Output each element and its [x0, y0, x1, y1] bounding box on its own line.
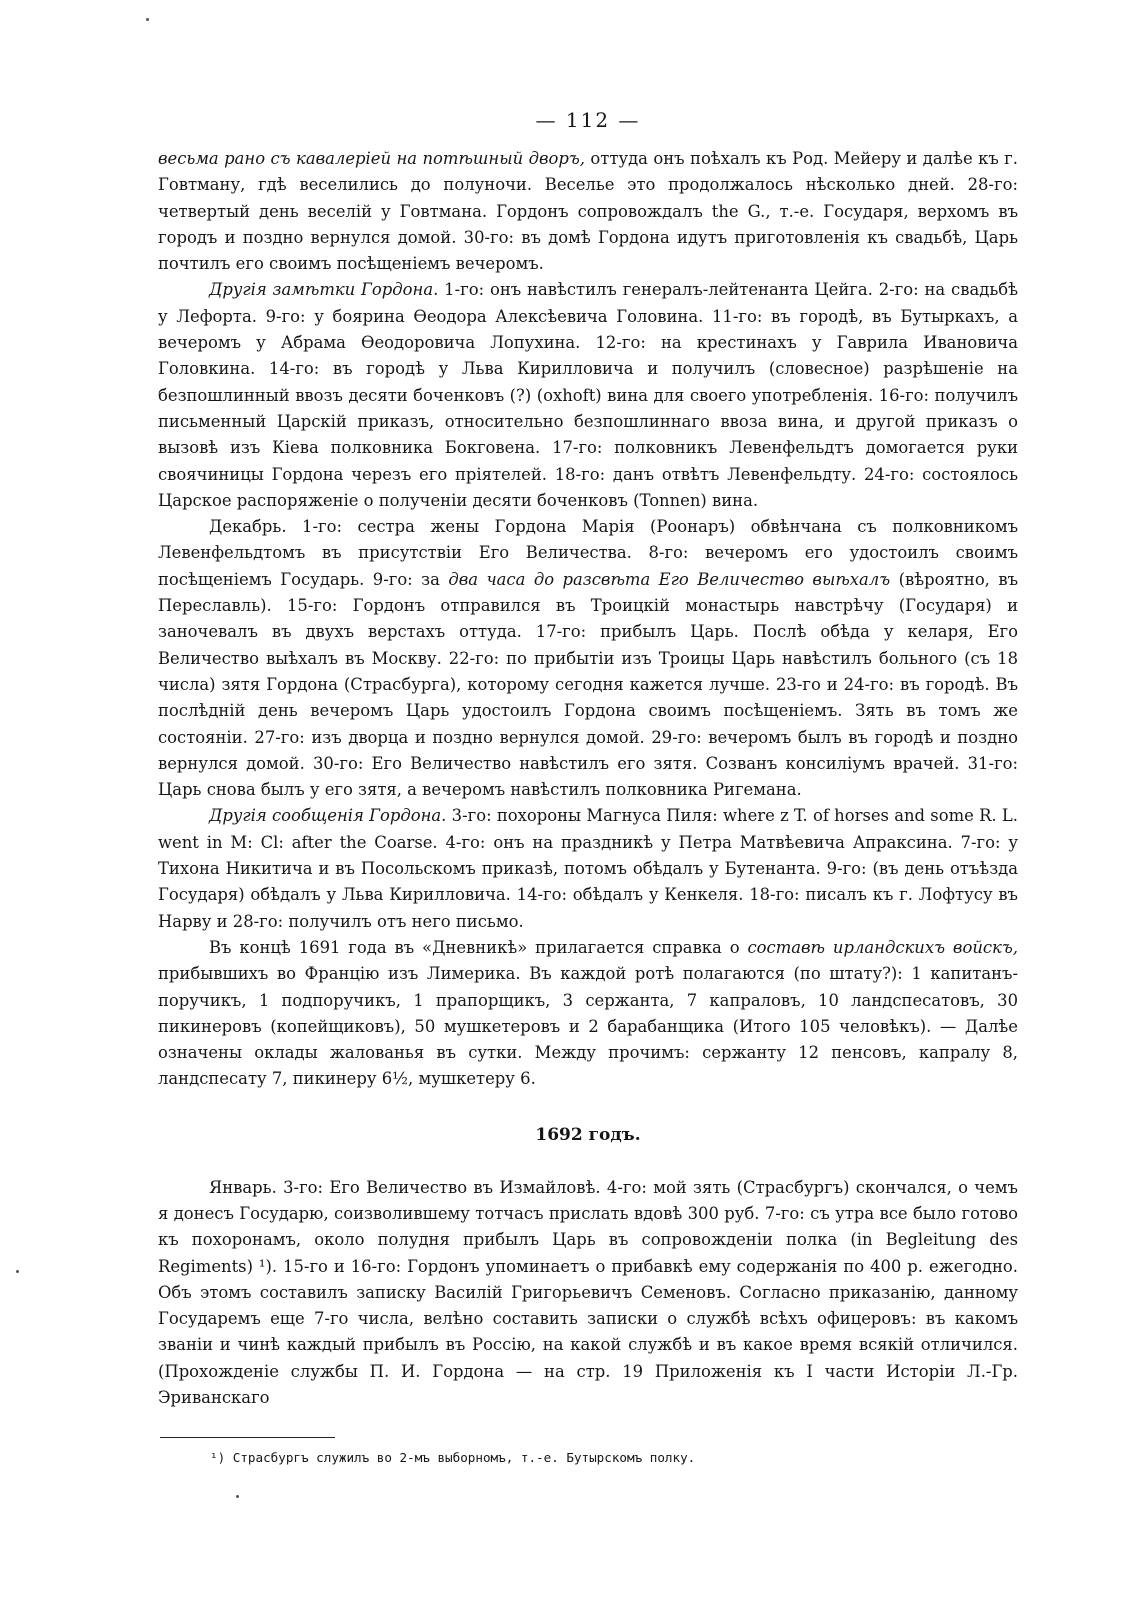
- section-heading: 1692 годъ.: [535, 1124, 641, 1145]
- scan-speck: [146, 18, 149, 21]
- section-paragraph: [158, 1175, 1018, 1412]
- text-run: Январь. 3-го: Его Величество въ Измайловѣ. 4-го: мой зять (Страсбургъ) скончался, о чемъ я донесъ Государю, соизволившему тотчасъ прислать вдовѣ 300 руб. 7-го: съ утра все было готово къ похоронамъ, около полудня прибылъ Царь въ сопровожденіи полка (in Begleitung des Regiments) ¹). 15-го и 16-го: Гордонъ упоминаетъ о прибавкѣ ему содержанія по 400 р. ежегодно. Объ этомъ составилъ записку Василій Григорьевичъ Семеновъ. Согласно приказанію, данному Государемъ еще 7-го числа, велѣно составить записки о службѣ всѣхъ офицеровъ: въ какомъ званіи и чинѣ каждый прибылъ въ Россію, на какой службѣ и въ какое время всякій отличился. (Прохожденіе службы П. И. Гордона — на стр. 19 Приложенія къ I части Исторіи Л.-Гр. Эриванскаго: [158, 1177, 1018, 1408]
- paragraph: [158, 146, 1018, 277]
- footnote: ¹) Страсбургъ служилъ во 2-мъ выборномъ, т.-е. Бутырскомъ полку.: [210, 1450, 696, 1466]
- italic-run: составѣ ирландскихъ войскъ,: [747, 937, 1018, 957]
- paragraph: [158, 277, 1018, 514]
- page-body: [158, 108, 1018, 1465]
- text-run: 3-го: похороны Магнуса Пиля: where z T. of horses and some R. L. went in M: Cl: after the Coarse. 4-го: онъ на праздникѣ у Петра Матвѣевича Апраксина. 7-го: у Тихона Никитича и въ Посольскомъ приказѣ, потомъ обѣдалъ у Бутенанта. 9-го: (въ день отъѣзда Государя) обѣдалъ у Льва Кирилловича. 14-го: обѣдалъ у Кенкеля. 18-го: писалъ къ г. Лофтусу въ Нарву и 28-го: получилъ отъ него письмо.: [158, 806, 1018, 931]
- footnote-rule: [160, 1437, 335, 1438]
- text-run: (вѣроятно, въ Переславль). 15-го: Гордонъ отправился въ Троицкій монастырь навстрѣчу (Государя) и заночевалъ въ двухъ верстахъ оттуда. 17-го: прибылъ Царь. Послѣ обѣда у келаря, Его Величество выѣхалъ въ Москву. 22-го: по прибытіи изъ Троицы Царь навѣстилъ больного (съ 18 числа) зятя Гордона (Страсбурга), которому сегодня кажется лучше. 23-го и 24-го: въ городѣ. Въ послѣдній день вечеромъ Царь удостоилъ Гордона своимъ посѣщеніемъ. Зять въ томъ же состояніи. 27-го: изъ дворца и поздно вернулся домой. 29-го: вечеромъ былъ въ городѣ и поздно вернулся домой. 30-го: Его Величество навѣстилъ его зятя. Созванъ консиліумъ врачей. 31-го: Царь снова былъ у его зятя, а вечеромъ навѣстилъ полковника Ригемана.: [158, 569, 1018, 800]
- text-run: прибывшихъ во Францію изъ Лимерика. Въ каждой ротѣ полагаются (по штату?): 1 капитанъ-поручикъ, 1 подпоручикъ, 1 прапорщикъ, 3 сержанта, 7 капраловъ, 10 ландспесатовъ, 30 пикинеровъ (копейщиковъ), 50 мушкетеровъ и 2 барабанщика (Итого 105 человѣкъ). — Далѣе означены оклады жалованья въ сутки. Между прочимъ: сержанту 12 пенсовъ, капралу 8, ландспесату 7, пикинеру 6½, мушкетеру 6.: [158, 964, 1018, 1089]
- text-run: 1-го: онъ навѣстилъ генералъ-лейтенанта Цейга. 2-го: на свадьбѣ у Лефорта. 9-го: у боярина Ѳеодора Алексѣевича Головина. 11-го: въ городѣ, въ Бутыркахъ, а вечеромъ у Абрама Ѳеодоровича Лопухина. 12-го: на крестинахъ у Гаврила Ивановича Головкина. 14-го: въ городѣ у Льва Кирилловича и получилъ (словесное) разрѣшеніе на безпошлинный ввозъ десяти боченковъ (?) (oxhoft) вина для своего употребленія. 16-го: получилъ письменный Царскій приказъ, относительно безпошлиннаго ввоза вина, и другой приказъ о вызовѣ изъ Кіева полковника Бокговена. 17-го: полковникъ Левенфельдтъ домогается руки своячиницы Гордона черезъ его пріятелей. 18-го: данъ отвѣтъ Левенфельдту. 24-го: состоялось Царское распоряженіе о полученіи десяти боченковъ (Tonnen) вина.: [158, 280, 1018, 510]
- scan-speck: [16, 1270, 19, 1273]
- italic-run: весьма рано съ кавалеріей на потѣшный дворъ,: [158, 149, 585, 168]
- main-text: [158, 146, 1018, 1093]
- scan-speck: [236, 1495, 239, 1498]
- text-run: оттуда онъ поѣхалъ къ Род. Мейеру и далѣе къ г. Говтману, гдѣ веселились до полуночи. Веселье это продолжалось нѣсколько дней. 28-го: четвертый день веселій у Говтмана. Гордонъ сопровождалъ the G., т.-е. Государя, верхомъ въ городъ и поздно вернулся домой. 30-го: въ домѣ Гордона идутъ приготовленія къ свадьбѣ, Царь почтилъ его своимъ посѣщеніемъ вечеромъ.: [158, 149, 1018, 274]
- text-run: Въ концѣ 1691 года въ «Дневникѣ» прилагается справка о: [209, 937, 748, 957]
- paragraph: [158, 514, 1018, 803]
- text-run: Декабрь. 1-го: сестра жены Гордона Марія (Роонаръ) обвѣнчана съ полковникомъ Левенфельдтомъ въ присутствіи Его Величества. 8-го: вечеромъ его удостоилъ своимъ посѣщеніемъ Государь. 9-го: за: [158, 517, 1018, 589]
- paragraph: [158, 803, 1018, 934]
- italic-run: Другія сообщенія Гордона.: [209, 806, 447, 826]
- italic-run: два часа до разсвѣта Его Величество выѣхалъ: [448, 569, 891, 589]
- page-number: — 112 —: [535, 108, 641, 132]
- paragraph: [158, 935, 1018, 1093]
- italic-run: Другія замѣтки Гордона.: [209, 280, 439, 300]
